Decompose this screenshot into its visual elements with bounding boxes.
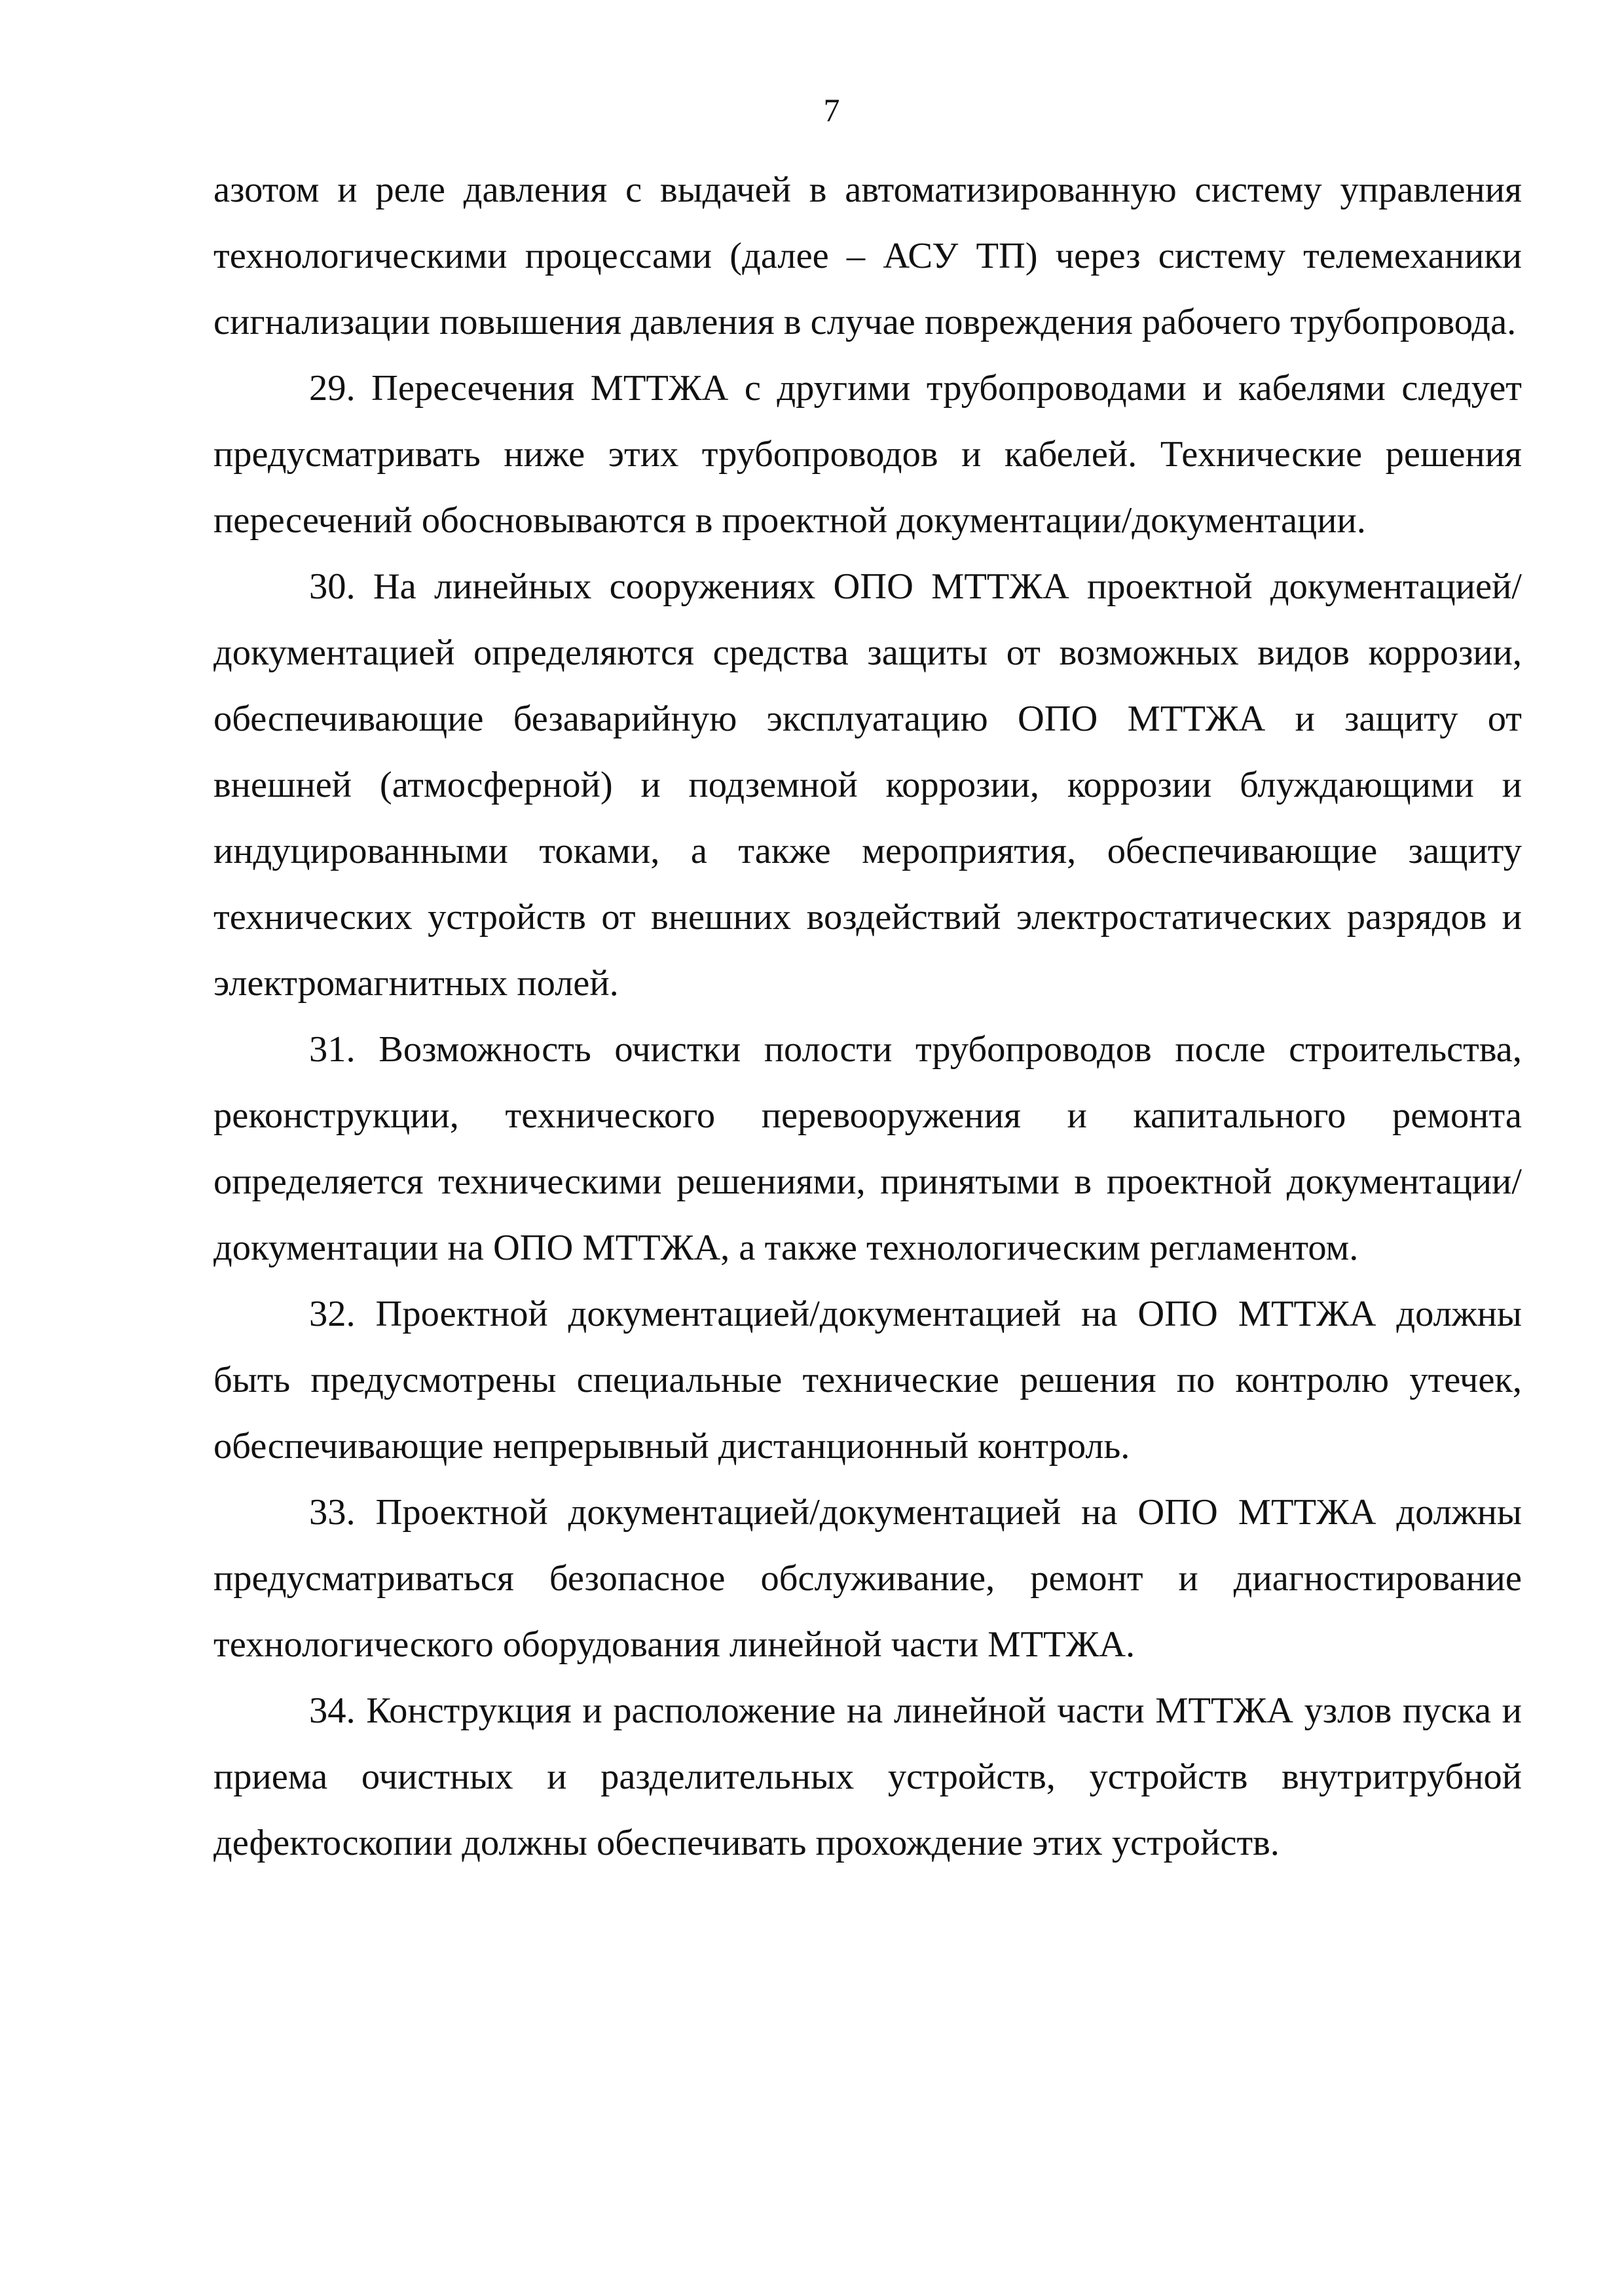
paragraph-34: 34. Конструкция и расположение на линейной части МТТЖА узлов пуска и приема очистных и разделительных устройств, устройств внутритрубной дефектоскопии должны обеспечивать прохождение этих устройств. [213,1690,1522,1863]
paragraph-30: 30. На линейных сооружениях ОПО МТТЖА проектной документацией/документацией определяются средства защиты от возможных видов коррозии, обеспечивающие безаварийную эксплуатацию ОПО МТТЖА и защиту от внешней (атмосферной) и подземной коррозии, коррозии блуждающими и индуцированными токами, а также мероприятия, обеспечивающие защиту технических устройств от внешних воздействий электростатических разрядов и электромагнитных полей. [213,566,1522,1004]
paragraph-29: 29. Пересечения МТТЖА с другими трубопроводами и кабелями следует предусматривать ниже этих трубопроводов и кабелей. Технические решения пересечений обосновываются в проектной документации/документации. [213,368,1522,541]
paragraph-31: 31. Возможность очистки полости трубопроводов после строительства, реконструкции, технического перевооружения и капитального ремонта определяется техническими решениями, принятыми в проектной документации/документации на ОПО МТТЖА, а также технологическим регламентом. [213,1029,1522,1268]
paragraph-33: 33. Проектной документацией/документацией на ОПО МТТЖА должны предусматриваться безопасное обслуживание, ремонт и диагностирование технологического оборудования линейной части МТТЖА. [213,1492,1522,1665]
document-body [213,157,1522,1876]
paragraph-32: 32. Проектной документацией/документацией на ОПО МТТЖА должны быть предусмотрены специальные технические решения по контролю утечек, обеспечивающие непрерывный дистанционный контроль. [213,1294,1522,1467]
page-number: 7 [823,92,840,128]
paragraph-28-continuation: азотом и реле давления с выдачей в автоматизированную систему управления технологическими процессами (далее – АСУ ТП) через систему телемеханики сигнализации повышения давления в случае повреждения рабочего трубопровода. [213,170,1522,342]
